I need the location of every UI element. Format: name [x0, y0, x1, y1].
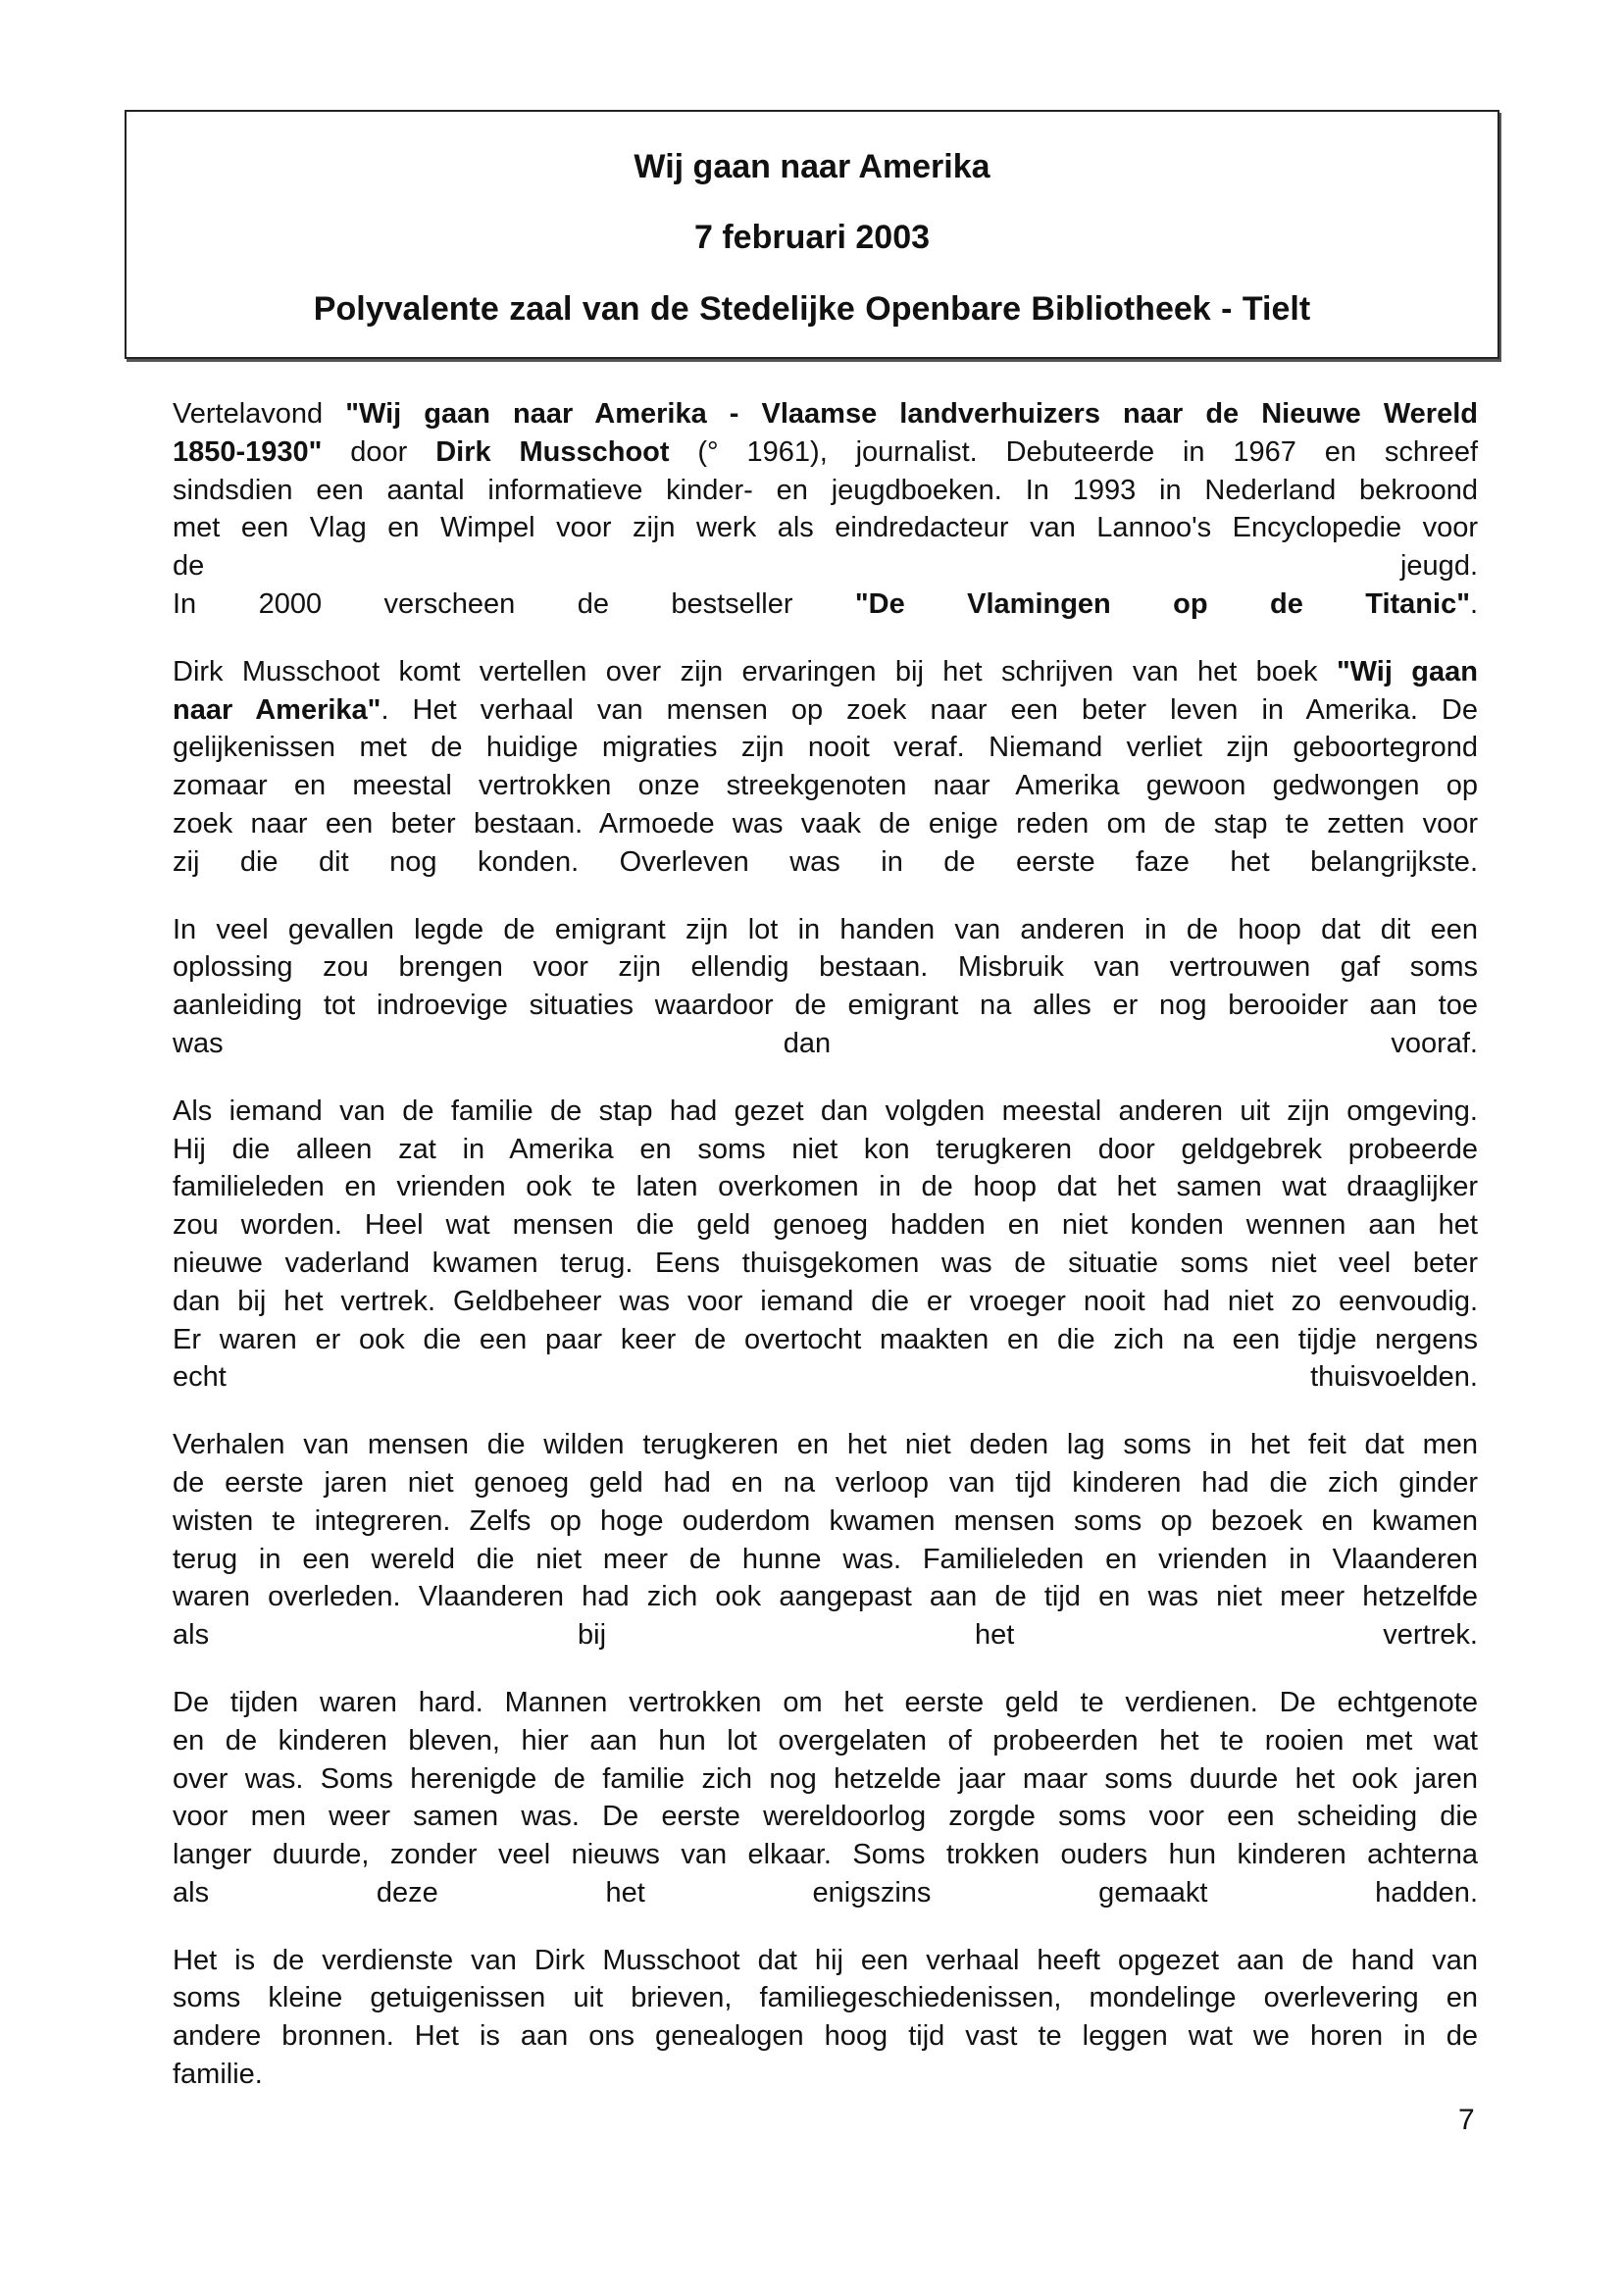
text-line	[173, 1168, 1478, 1206]
text-segment: zomaar en meestal vertrokken onze streekgenoten naar Amerika gewoon gedwongen op	[173, 770, 1478, 802]
text-line	[173, 1578, 1478, 1616]
text-line	[173, 911, 1478, 949]
text-segment: Het is de verdienste van Dirk Musschoot dat hij een verhaal heeft opgezet aan de hand van	[173, 1944, 1478, 1976]
text-line	[173, 1464, 1478, 1502]
text-segment: zoek naar een beter bestaan. Armoede was vaak de enige reden om de stap te zetten voor	[173, 807, 1478, 840]
text-line	[173, 948, 1478, 987]
text-segment: zij die dit nog konden. Overleven was in de eerste faze het belangrijkste.	[173, 845, 1478, 878]
text-line	[173, 1321, 1478, 1359]
text-line	[173, 2056, 1478, 2094]
text-segment: dan bij het vertrek. Geldbeheer was voor iemand die er vroeger nooit had niet zo eenvoudig.	[173, 1285, 1478, 1317]
text-line	[173, 1760, 1478, 1799]
text-line	[173, 1979, 1478, 2017]
text-segment: familie.	[173, 2059, 263, 2091]
text-line	[173, 1206, 1478, 1245]
bold-text: 1850-1930"	[173, 435, 323, 468]
text-line	[173, 395, 1478, 433]
text-segment: Er waren er ook die een paar keer de overtocht maakten en die zich na een tijdje nergens	[173, 1323, 1478, 1355]
text-line	[173, 1093, 1478, 1131]
text-segment: gelijkenissen met de huidige migraties zijn nooit veraf. Niemand verliet zijn geboortegrond	[173, 732, 1478, 764]
text-segment: nieuwe vaderland kwamen terug. Eens thuisgekomen was de situatie soms niet veel beter	[173, 1247, 1478, 1279]
text-segment: over was. Soms herenigde de familie zich nog hetzelde jaar maar soms duurde het ook jaren	[173, 1762, 1478, 1795]
text-line	[173, 1358, 1478, 1397]
paragraph	[173, 1426, 1478, 1655]
text-segment: familieleden en vrienden ook te laten overkomen in de hoop dat het samen wat draaglijker	[173, 1171, 1478, 1203]
text-segment: Dirk Musschoot komt vertellen over zijn ervaringen bij het schrijven van het boek	[173, 655, 1337, 687]
bold-text: naar Amerika"	[173, 693, 381, 726]
paragraph	[173, 1684, 1478, 1912]
text-line	[173, 1426, 1478, 1464]
text-line	[173, 843, 1478, 882]
text-line	[173, 1541, 1478, 1579]
text-segment: Als iemand van de familie de stap had gezet dan volgden meestal anderen uit zijn omgeving.	[173, 1095, 1478, 1127]
text-segment: en de kinderen bleven, hier aan hun lot overgelaten of probeerden het te rooien met wat	[173, 1724, 1478, 1756]
text-segment: sindsdien een aantal informatieve kinder- en jeugdboeken. In 1993 in Nederland bekroond	[173, 474, 1478, 506]
text-segment: (° 1961), journalist. Debuteerde in 1967 en schreef	[669, 435, 1479, 468]
text-segment: met een Vlag en Wimpel voor zijn werk als eindredacteur van Lannoo's Encyclopedie voor	[173, 512, 1478, 544]
text-line	[173, 1502, 1478, 1541]
text-segment: andere bronnen. Het is aan ons genealogen hoog tijd vast te leggen wat we horen in de	[173, 2020, 1478, 2053]
text-line	[173, 585, 1478, 624]
text-line	[173, 2017, 1478, 2056]
text-line	[173, 805, 1478, 843]
article-body	[173, 395, 1478, 2123]
paragraph	[173, 911, 1478, 1063]
text-segment: was dan vooraf.	[173, 1027, 1478, 1059]
text-segment: langer duurde, zonder veel nieuws van elkaar. Soms trokken ouders hun kinderen achterna	[173, 1839, 1478, 1871]
event-location: Polyvalente zaal van de Stedelijke Openbare Bibliotheek - Tielt	[313, 290, 1311, 328]
text-line	[173, 547, 1478, 585]
text-segment: Verhalen van mensen die wilden terugkeren en het niet deden lag soms in het feit dat men	[173, 1429, 1478, 1461]
text-segment: De tijden waren hard. Mannen vertrokken om het eerste geld te verdienen. De echtgenote	[173, 1686, 1478, 1718]
event-date: 7 februari 2003	[693, 219, 931, 256]
bold-text: "Wij gaan naar Amerika - Vlaamse landverhuizers naar de Nieuwe Wereld	[345, 398, 1478, 430]
bold-text: "De Vlamingen op de Titanic"	[854, 587, 1470, 620]
text-line	[173, 987, 1478, 1025]
text-segment: echt thuisvoelden.	[173, 1361, 1478, 1394]
text-segment: Hij die alleen zat in Amerika en soms niet kon terugkeren door geldgebrek probeerde	[173, 1133, 1478, 1165]
text-segment: terug in een wereld die niet meer de hunne was. Familieleden en vrienden in Vlaanderen	[173, 1543, 1478, 1575]
text-line	[173, 1798, 1478, 1836]
text-segment: zou worden. Heel wat mensen die geld genoeg hadden en niet konden wennen aan het	[173, 1209, 1478, 1242]
page-number: 7	[1458, 2104, 1475, 2136]
text-segment: wisten te integreren. Zelfs op hoge ouderdom kwamen mensen soms op bezoek en kwamen	[173, 1504, 1478, 1537]
text-line	[173, 509, 1478, 547]
text-line	[173, 1283, 1478, 1321]
text-segment: . Het verhaal van mensen op zoek naar een beter leven in Amerika. De	[381, 693, 1479, 726]
text-line	[173, 691, 1478, 730]
bold-text: "Wij gaan	[1336, 655, 1478, 687]
paragraph	[173, 1093, 1478, 1397]
text-segment: oplossing zou brengen voor zijn ellendig bestaan. Misbruik van vertrouwen gaf soms	[173, 951, 1478, 984]
text-line	[173, 433, 1478, 472]
text-line	[173, 729, 1478, 767]
text-line	[173, 1025, 1478, 1063]
event-title: Wij gaan naar Amerika	[634, 148, 990, 185]
text-line	[173, 767, 1478, 805]
text-segment: In 2000 verscheen de bestseller	[173, 587, 855, 620]
text-segment: als deze het enigszins gemaakt hadden.	[173, 1876, 1478, 1909]
text-segment: waren overleden. Vlaanderen had zich ook aangepast aan de tijd en was niet meer hetzelfde	[173, 1581, 1478, 1613]
paragraph	[173, 395, 1478, 624]
text-line	[173, 1616, 1478, 1655]
text-line	[173, 1722, 1478, 1760]
text-line	[173, 1942, 1478, 1980]
text-line	[173, 1874, 1478, 1912]
text-segment: Vertelavond	[173, 398, 346, 430]
text-line	[173, 653, 1478, 691]
text-segment: voor men weer samen was. De eerste wereldoorlog zorgde soms voor een scheiding die	[173, 1801, 1478, 1833]
bold-text: Dirk Musschoot	[435, 435, 670, 468]
title-box	[125, 110, 1499, 359]
paragraph	[173, 1942, 1478, 2094]
text-segment: als bij het vertrek.	[173, 1619, 1478, 1652]
text-line	[173, 472, 1478, 510]
text-line	[173, 1684, 1478, 1722]
text-segment: soms kleine getuigenissen uit brieven, familiegeschiedenissen, mondelinge overlevering en	[173, 1982, 1478, 2014]
text-segment: .	[1469, 587, 1479, 620]
text-line	[173, 1245, 1478, 1283]
text-line	[173, 1131, 1478, 1169]
text-segment: de eerste jaren niet genoeg geld had en na verloop van tijd kinderen had die zich ginder	[173, 1466, 1478, 1499]
text-segment: door	[322, 435, 436, 468]
text-line	[173, 1836, 1478, 1874]
text-segment: aanleiding tot indroevige situaties waardoor de emigrant na alles er nog berooider aan toe	[173, 990, 1478, 1022]
paragraph	[173, 653, 1478, 882]
text-segment: de jeugd.	[173, 550, 1478, 583]
text-segment: In veel gevallen legde de emigrant zijn lot in handen van anderen in de hoop dat dit een	[173, 913, 1478, 945]
